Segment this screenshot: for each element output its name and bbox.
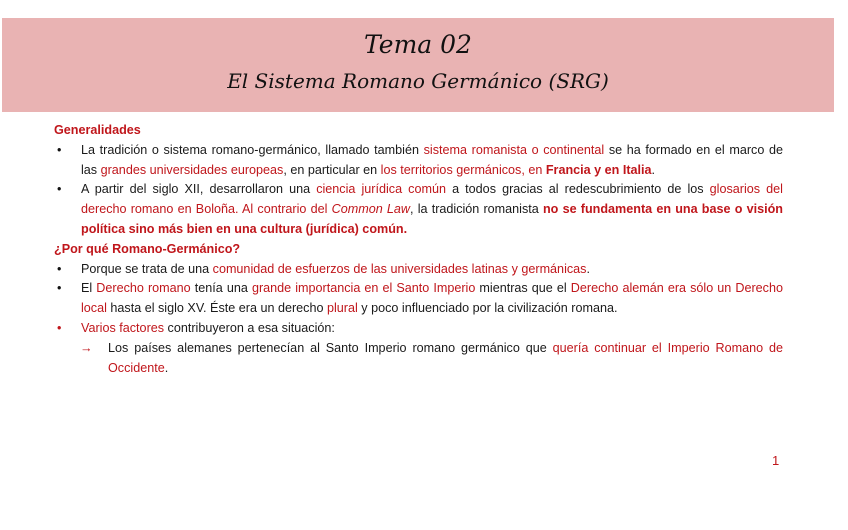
highlight-text: los territorios germánicos, en [380, 162, 546, 177]
page-number: 1 [772, 453, 780, 468]
section-heading-por-que: ¿Por qué Romano-Germánico? [54, 241, 241, 256]
text-run: . [164, 360, 169, 375]
page-title: Tema 02 [364, 30, 472, 59]
text-run: . [651, 162, 656, 177]
text-run: tenía una [190, 281, 252, 296]
highlight-text: plural [326, 301, 358, 316]
highlight-text: Derecho alemán era sólo un Derecho local [81, 281, 783, 316]
highlight-text: quería continuar el Imperio Romano de Occidente [108, 340, 784, 375]
sub-list-item [54, 339, 783, 379]
list-item [54, 260, 783, 280]
bullet-list-generalidades [54, 141, 783, 240]
document-body [54, 121, 783, 378]
highlight-text: Derecho romano [96, 281, 191, 296]
highlight-text: ciencia jurídica común [316, 182, 446, 197]
highlight-text: glosarios del derecho romano en Boloña. Al contrario del [81, 182, 783, 217]
text-run: hasta el siglo XV. Éste era un derecho [106, 301, 327, 316]
page-subtitle: El Sistema Romano Germánico (SRG) [227, 69, 609, 93]
highlight-italic-text: Common Law [331, 202, 410, 217]
highlight-text: Varios factores [81, 320, 165, 335]
text-run: Porque se trata de una [81, 261, 213, 276]
text-run: mientras que el [475, 281, 571, 296]
highlight-text: sistema romanista o continental [423, 142, 605, 157]
bullet-icon: • [57, 281, 62, 296]
highlight-text: comunidad de esfuerzos de las universidades latinas y germánicas [212, 261, 587, 276]
text-run: a todos gracias al redescubrimiento de los [445, 182, 710, 197]
section-heading-generalidades: Generalidades [54, 123, 141, 137]
title-banner [2, 18, 834, 112]
bullet-icon: • [57, 261, 62, 276]
text-run: , la tradición romanista [410, 202, 543, 217]
list-item [54, 279, 783, 319]
text-run: se ha formado en el marco de las [81, 142, 783, 177]
bullet-icon: • [57, 142, 62, 157]
highlight-bold-text: Francia y en Italia [545, 162, 652, 177]
text-run: La tradición o sistema romano-germánico, llamado también [81, 142, 424, 157]
list-item [54, 141, 783, 181]
highlight-text: grandes universidades europeas [100, 162, 284, 177]
list-item [54, 319, 783, 339]
list-item [54, 180, 783, 239]
text-run: , en particular en [283, 162, 381, 177]
text-run: contribuyeron a esa situación: [164, 320, 335, 335]
text-run: El [81, 281, 97, 296]
highlight-bold-text: no se fundamenta en una base o visión política sino más bien en una cultura (jurídica) común. [81, 202, 783, 236]
text-run: y poco influenciado por la civilización romana. [357, 301, 618, 316]
text-run: Los países alemanes pertenecían al Santo Imperio romano germánico que [108, 340, 553, 355]
arrow-right-icon: → [80, 340, 93, 355]
highlight-text: grande importancia en el Santo Imperio [251, 281, 476, 296]
bullet-icon: • [57, 182, 62, 197]
bullet-list-por-que [54, 260, 783, 379]
text-run: A partir del siglo XII, desarrollaron una [81, 182, 317, 197]
text-run: . [586, 261, 590, 276]
bullet-icon: • [57, 320, 62, 335]
